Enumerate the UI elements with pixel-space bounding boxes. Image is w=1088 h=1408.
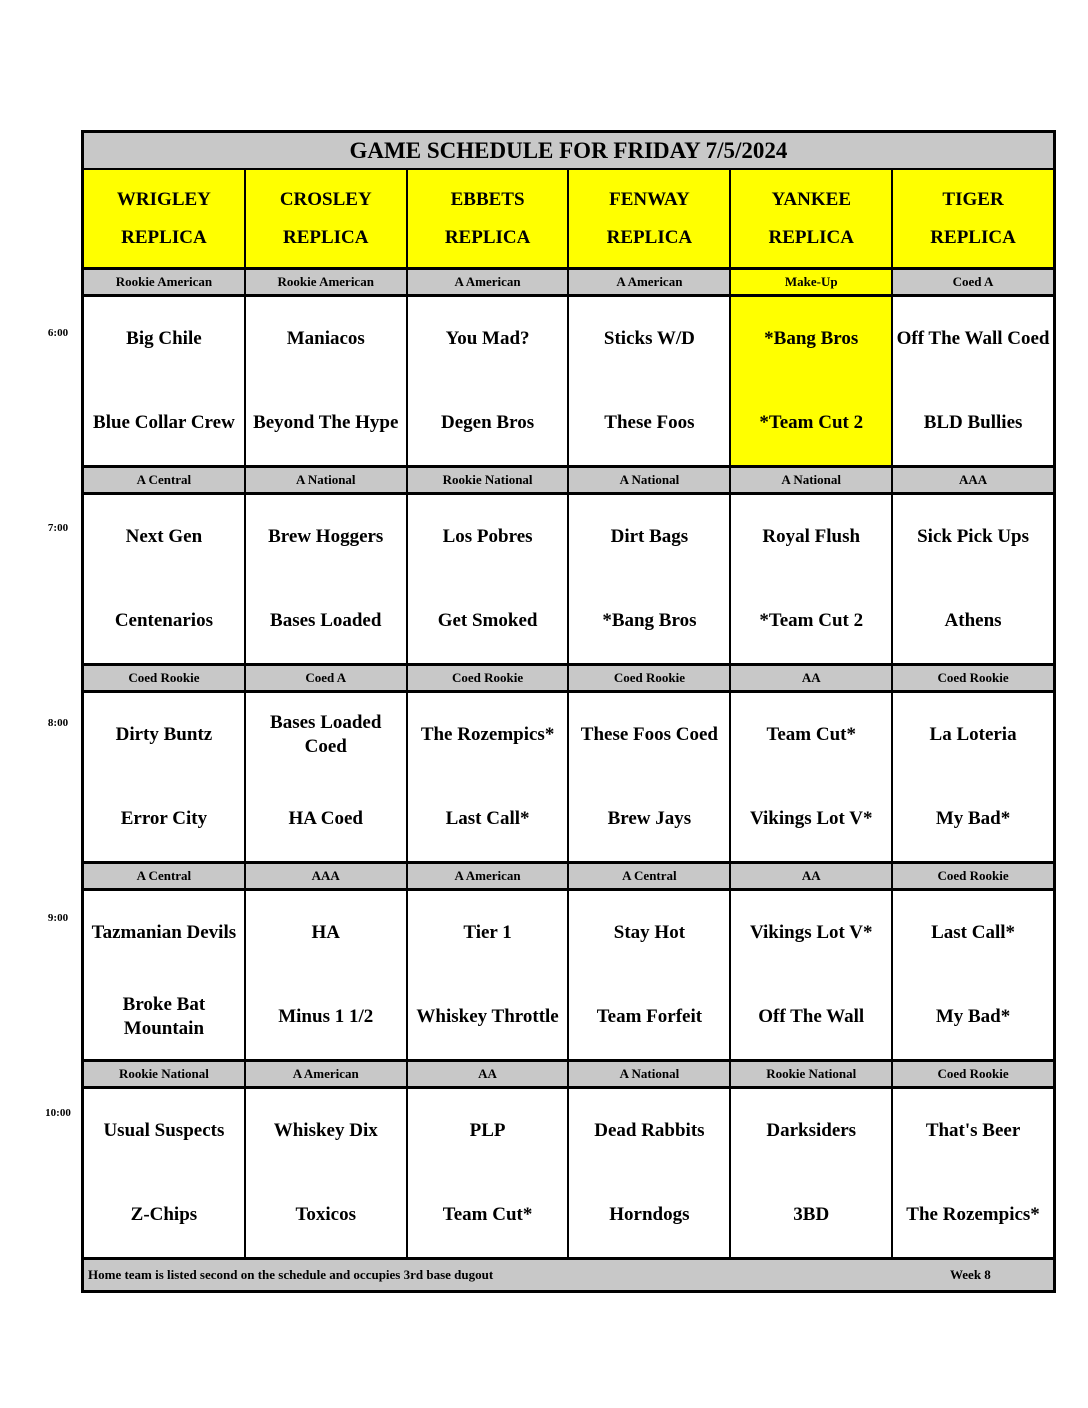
home-team: Vikings Lot V* xyxy=(749,808,873,829)
game-cell xyxy=(246,891,408,1059)
field-header-row xyxy=(84,170,1053,270)
home-team: 3BD xyxy=(793,1204,830,1225)
division-label: Rookie National xyxy=(408,468,570,492)
division-label: A National xyxy=(569,1062,731,1086)
away-team: Dirty Buntz xyxy=(115,724,213,745)
away-team: Sick Pick Ups xyxy=(917,526,1030,547)
field-header xyxy=(84,170,246,267)
game-cell xyxy=(408,495,570,663)
division-label: Make-Up xyxy=(731,270,893,294)
division-label: Coed A xyxy=(246,666,408,690)
week-label: Week 8 xyxy=(950,1267,991,1282)
away-team: Brew Hoggers xyxy=(268,526,384,547)
away-team: Usual Suspects xyxy=(103,1120,225,1141)
home-team: Brew Jays xyxy=(607,808,692,829)
away-team: La Loteria xyxy=(929,724,1017,745)
field-type: REPLICA xyxy=(121,226,207,248)
game-cell xyxy=(731,297,893,465)
away-team: Maniacos xyxy=(286,328,365,349)
division-label: Rookie National xyxy=(731,1062,893,1086)
field-type: REPLICA xyxy=(768,226,854,248)
away-team: Bases Loaded Coed xyxy=(270,712,382,757)
home-team: Blue Collar Crew xyxy=(93,412,235,433)
game-cell xyxy=(246,297,408,465)
division-label: A National xyxy=(569,468,731,492)
away-team: Stay Hot xyxy=(613,922,686,943)
away-team: Off The Wall Coed xyxy=(896,328,1050,349)
home-team: Team Cut* xyxy=(442,1204,533,1225)
time-label-7: 7:00 xyxy=(47,522,69,534)
home-team: *Bang Bros xyxy=(602,610,697,631)
field-type: REPLICA xyxy=(606,226,693,248)
away-team: Team Cut* xyxy=(766,724,856,745)
field-type: REPLICA xyxy=(930,226,1016,248)
home-team: BLD Bullies xyxy=(923,412,1023,433)
home-team: Horndogs xyxy=(609,1204,690,1225)
game-cell xyxy=(893,297,1053,465)
game-cell xyxy=(893,891,1053,1059)
field-name: WRIGLEY xyxy=(116,188,211,210)
field-header xyxy=(569,170,731,267)
away-team: Vikings Lot V* xyxy=(749,922,873,943)
away-team: Sticks W/D xyxy=(603,328,695,349)
game-row xyxy=(84,693,1053,864)
field-type: REPLICA xyxy=(444,226,531,248)
game-cell xyxy=(569,495,731,663)
game-row xyxy=(84,297,1053,468)
away-team: That's Beer xyxy=(925,1120,1021,1141)
game-cell xyxy=(408,891,570,1059)
game-cell xyxy=(246,1089,408,1257)
away-team: Tazmanian Devils xyxy=(91,922,237,943)
game-cell xyxy=(731,693,893,861)
game-row xyxy=(84,495,1053,666)
field-name: FENWAY xyxy=(609,188,690,210)
division-label: A Central xyxy=(84,468,246,492)
away-team: The Rozempics* xyxy=(420,724,555,745)
division-label: A American xyxy=(246,1062,408,1086)
away-team: Next Gen xyxy=(125,526,203,547)
time-label-10: 10:00 xyxy=(45,1107,71,1119)
game-cell xyxy=(246,495,408,663)
game-cell xyxy=(408,693,570,861)
division-row xyxy=(84,468,1053,495)
away-team: Tier 1 xyxy=(463,922,512,943)
home-team: Athens xyxy=(944,610,1002,631)
division-label: A National xyxy=(731,468,893,492)
home-team: Toxicos xyxy=(295,1204,357,1225)
division-label: AAA xyxy=(958,472,988,487)
home-team: Minus 1 1/2 xyxy=(278,1006,374,1027)
division-label: A American xyxy=(408,864,570,888)
home-team: Degen Bros xyxy=(441,412,535,433)
home-team: Last Call* xyxy=(445,808,530,829)
division-label: AA xyxy=(731,666,893,690)
away-team: You Mad? xyxy=(445,328,530,349)
home-team: The Rozempics* xyxy=(906,1204,1040,1225)
game-cell xyxy=(569,297,731,465)
game-cell xyxy=(408,1089,570,1257)
home-team: Beyond The Hype xyxy=(253,412,399,433)
home-team: Error City xyxy=(120,808,208,829)
field-name: YANKEE xyxy=(771,188,851,210)
division-label: Coed Rookie xyxy=(569,666,731,690)
home-team: My Bad* xyxy=(935,1006,1011,1027)
home-team: Bases Loaded xyxy=(270,610,382,631)
game-cell xyxy=(893,1089,1053,1257)
field-name: CROSLEY xyxy=(279,188,372,210)
home-team: My Bad* xyxy=(935,808,1011,829)
field-header xyxy=(246,170,408,267)
division-label: A National xyxy=(246,468,408,492)
away-team: Whiskey Dix xyxy=(273,1120,378,1141)
home-team: HA Coed xyxy=(288,808,363,829)
division-row xyxy=(84,1062,1053,1089)
game-cell xyxy=(731,495,893,663)
division-label: Coed Rookie xyxy=(937,1066,1009,1081)
home-team: Broke Bat Mountain xyxy=(122,994,206,1039)
division-label: Rookie American xyxy=(84,270,246,294)
away-team: These Foos Coed xyxy=(580,724,719,745)
home-team: *Team Cut 2 xyxy=(759,610,864,631)
division-label: AA xyxy=(408,1062,570,1086)
division-label: A Central xyxy=(84,864,246,888)
field-type: REPLICA xyxy=(282,226,369,248)
home-team: Get Smoked xyxy=(437,610,538,631)
game-cell xyxy=(569,1089,731,1257)
division-label: Coed Rookie xyxy=(408,666,570,690)
division-label: AA xyxy=(731,864,893,888)
game-cell xyxy=(731,1089,893,1257)
game-cell xyxy=(84,693,246,861)
division-row xyxy=(84,666,1053,693)
division-label: AAA xyxy=(246,864,408,888)
game-cell xyxy=(84,495,246,663)
time-label-6: 6:00 xyxy=(47,327,69,339)
away-team: Dead Rabbits xyxy=(594,1120,705,1141)
division-label: Rookie American xyxy=(246,270,408,294)
away-team: Dirt Bags xyxy=(610,526,689,547)
away-team: *Bang Bros xyxy=(764,328,859,349)
home-team: Whiskey Throttle xyxy=(416,1006,559,1027)
schedule-title: GAME SCHEDULE FOR FRIDAY 7/5/2024 xyxy=(84,133,1053,170)
game-cell xyxy=(569,693,731,861)
home-team: These Foos xyxy=(604,412,695,433)
away-team: HA xyxy=(311,922,340,943)
game-cell xyxy=(84,891,246,1059)
division-label: A American xyxy=(569,270,731,294)
game-cell xyxy=(569,891,731,1059)
game-cell xyxy=(731,891,893,1059)
division-row xyxy=(84,270,1053,297)
field-name: TIGER xyxy=(942,188,1004,210)
game-cell xyxy=(408,297,570,465)
time-label-8: 8:00 xyxy=(47,717,69,729)
away-team: Big Chile xyxy=(126,328,202,349)
home-team: Off The Wall xyxy=(758,1006,865,1027)
division-label: Coed A xyxy=(952,274,994,289)
away-team: Last Call* xyxy=(931,922,1016,943)
away-team: Royal Flush xyxy=(762,526,861,547)
game-cell xyxy=(893,495,1053,663)
division-label: Rookie National xyxy=(84,1062,246,1086)
schedule-table xyxy=(81,130,1056,1293)
game-row xyxy=(84,1089,1053,1260)
away-team: Darksiders xyxy=(766,1120,857,1141)
division-label: A Central xyxy=(569,864,731,888)
home-team: *Team Cut 2 xyxy=(759,412,864,433)
game-cell xyxy=(84,1089,246,1257)
home-team: Team Forfeit xyxy=(596,1006,703,1027)
time-label-9: 9:00 xyxy=(47,912,69,924)
division-label: Coed Rookie xyxy=(937,868,1009,883)
away-team: PLP xyxy=(469,1120,506,1141)
game-cell xyxy=(84,297,246,465)
home-team: Centenarios xyxy=(114,610,213,631)
field-header xyxy=(893,170,1053,267)
division-row xyxy=(84,864,1053,891)
division-label: A American xyxy=(408,270,570,294)
game-row xyxy=(84,891,1053,1062)
field-name: EBBETS xyxy=(450,188,525,210)
division-label: Coed Rookie xyxy=(937,670,1009,685)
away-team: Los Pobres xyxy=(442,526,533,547)
game-cell xyxy=(893,693,1053,861)
field-header xyxy=(408,170,570,267)
home-team: Z-Chips xyxy=(130,1204,198,1225)
field-header xyxy=(731,170,893,267)
home-team-note: Home team is listed second on the schedule and occupies 3rd base dugout xyxy=(88,1267,494,1282)
schedule-footer xyxy=(84,1260,1053,1290)
division-label: Coed Rookie xyxy=(84,666,246,690)
game-cell xyxy=(246,693,408,861)
